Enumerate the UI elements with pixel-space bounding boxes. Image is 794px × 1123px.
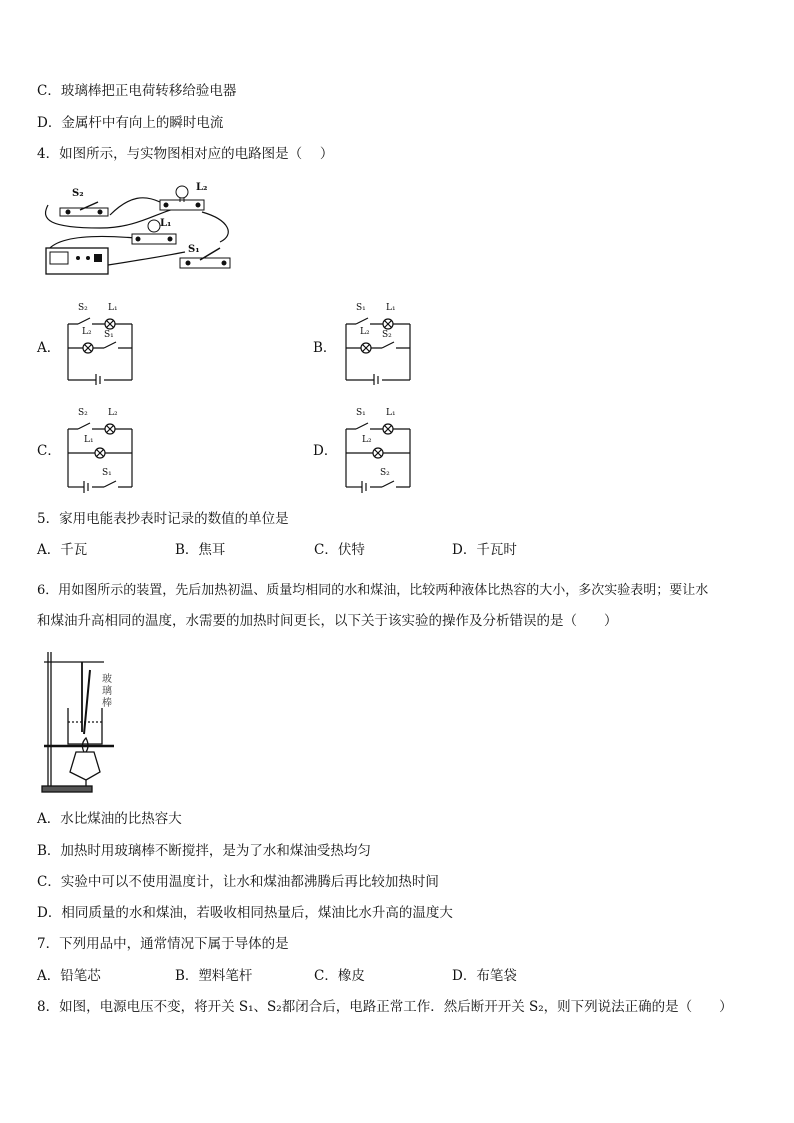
- q7-option-a: A．铅笔芯: [37, 968, 101, 984]
- q3-option-c: C．玻璃棒把正电荷转移给验电器: [37, 83, 237, 99]
- photo-label-l1: L₁: [160, 218, 172, 229]
- q5-stem: 5．家用电能表抄表时记录的数值的单位是: [37, 511, 289, 527]
- q4-option-d-circuit: [338, 405, 418, 495]
- q4-option-a-circuit: [60, 300, 140, 385]
- q6-option-b: B．加热时用玻璃棒不断搅拌，是为了水和煤油受热均匀: [37, 843, 371, 859]
- b-label-s1: S₁: [356, 303, 366, 313]
- b-label-s2: S₂: [382, 330, 392, 340]
- q7-option-c: C．橡皮: [314, 968, 365, 984]
- photo-label-s2: S₂: [72, 188, 84, 199]
- d-label-l2: L₂: [362, 435, 372, 445]
- q7-option-d: D．布笔袋: [452, 968, 517, 984]
- q6-stem-line2: 和煤油升高相同的温度，水需要的加热时间更长，以下关于该实验的操作及分析错误的是（ ）: [37, 613, 618, 629]
- glass-rod-label: 玻璃棒: [102, 674, 112, 709]
- photo-label-s1: S₁: [188, 244, 200, 255]
- q4-physical-circuit-figure: [40, 180, 240, 280]
- q6-option-c: C．实验中可以不使用温度计，让水和煤油都沸腾后再比较加热时间: [37, 874, 439, 890]
- q6-option-d: D．相同质量的水和煤油，若吸收相同热量后，煤油比水升高的温度大: [37, 905, 453, 921]
- q4-option-b-letter: B．: [313, 340, 337, 356]
- c-label-s2: S₂: [78, 408, 88, 418]
- d-label-l1: L₁: [386, 408, 396, 418]
- q4-stem: 4．如图所示，与实物图相对应的电路图是（ ）: [37, 146, 334, 162]
- q3-option-d: D．金属杆中有向上的瞬时电流: [37, 115, 224, 131]
- b-label-l1: L₁: [386, 303, 396, 313]
- q8-stem: 8．如图，电源电压不变，将开关 S₁、S₂都闭合后，电路正常工作．然后断开开关 S₂，则下列说法正确的是（ ）: [37, 999, 733, 1015]
- c-label-s1: S₁: [102, 468, 112, 478]
- q5-option-c: C．伏特: [314, 542, 365, 558]
- q7-stem: 7．下列用品中，通常情况下属于导体的是: [37, 936, 289, 952]
- q4-option-d-letter: D．: [313, 443, 338, 459]
- c-label-l1: L₁: [84, 435, 94, 445]
- q7-option-b: B．塑料笔杆: [175, 968, 253, 984]
- a-label-s2: S₂: [78, 303, 88, 313]
- q5-option-a: A．千瓦: [37, 542, 88, 558]
- q4-option-b-circuit: [338, 300, 418, 385]
- q5-option-d: D．千瓦时: [452, 542, 517, 558]
- c-label-l2: L₂: [108, 408, 118, 418]
- d-label-s2: S₂: [380, 468, 390, 478]
- q6-option-a: A．水比煤油的比热容大: [37, 811, 182, 827]
- photo-label-l2: L₂: [196, 182, 208, 193]
- b-label-l2: L₂: [360, 327, 370, 337]
- q4-option-c-letter: C．: [37, 443, 61, 459]
- a-label-l2: L₂: [82, 327, 92, 337]
- d-label-s1: S₁: [356, 408, 366, 418]
- q6-stem-line1: 6．用如图所示的装置，先后加热初温、质量均相同的水和煤油，比较两种液体比热容的大小，多次实验表明；要让水: [37, 583, 709, 598]
- q4-option-a-letter: A．: [37, 340, 61, 356]
- q4-option-c-circuit: [60, 405, 140, 495]
- a-label-l1: L₁: [108, 303, 118, 313]
- q5-option-b: B．焦耳: [175, 542, 226, 558]
- a-label-s1: S₁: [104, 330, 114, 340]
- q6-heating-apparatus-figure: [40, 648, 130, 794]
